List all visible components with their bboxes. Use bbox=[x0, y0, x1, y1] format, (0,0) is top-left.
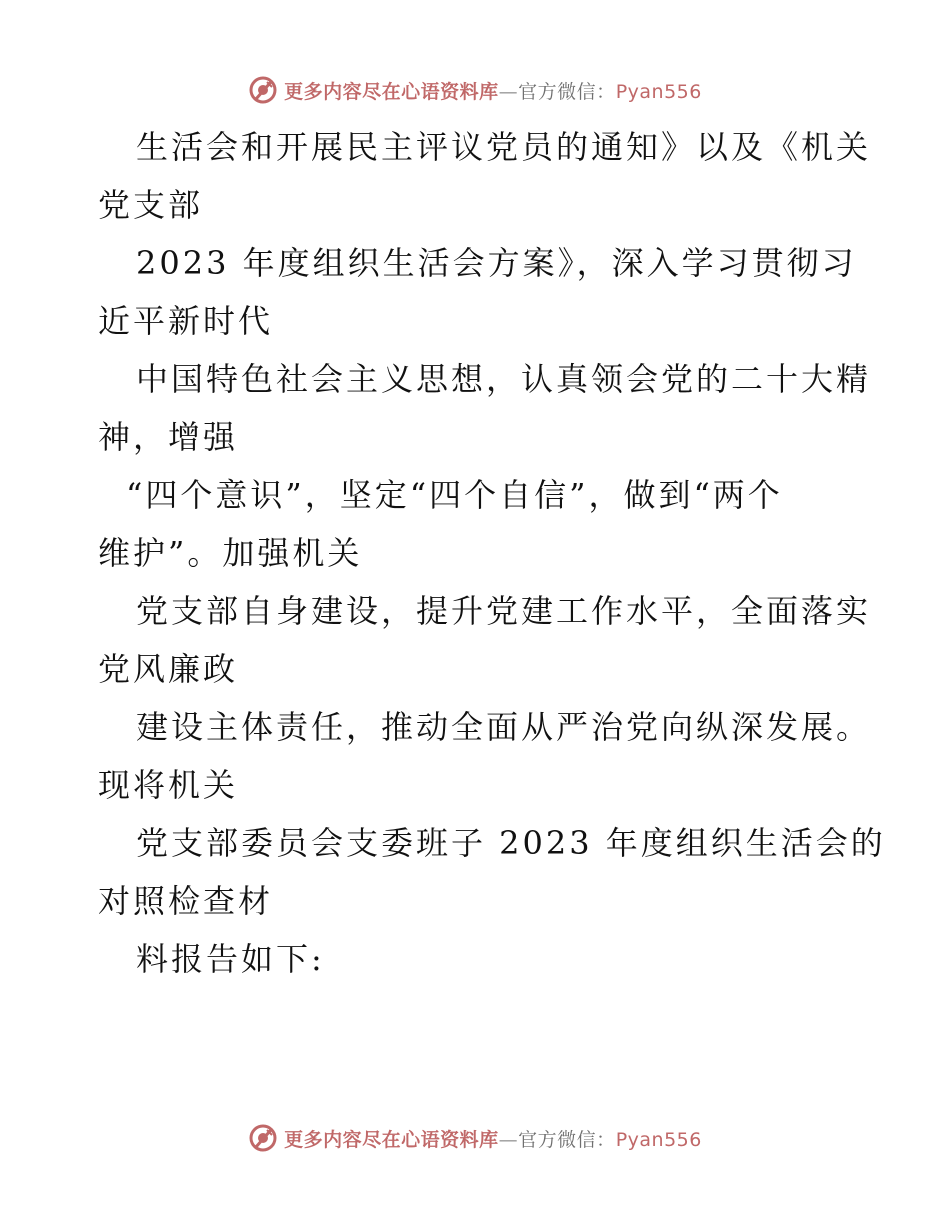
body-line: 神，增强 bbox=[98, 418, 239, 456]
body-line: 现将机关 bbox=[98, 766, 239, 804]
watermark-contact-id: Pyan556 bbox=[615, 80, 702, 103]
body-line: 党风廉政 bbox=[98, 650, 239, 688]
body-line: 中国特色社会主义思想，认真领会党的二十大精 bbox=[136, 360, 872, 398]
body-line: 党支部委员会支委班子 2023 年度组织生活会的 bbox=[136, 824, 886, 862]
body-line: 建设主体责任，推动全面从严治党向纵深发展。 bbox=[136, 708, 872, 746]
watermark-contact-id: Pyan556 bbox=[615, 1128, 702, 1151]
watermark-dash: — bbox=[498, 1128, 519, 1151]
body-line: 党支部 bbox=[98, 186, 204, 224]
pen-logo-icon bbox=[248, 75, 278, 105]
body-line: 料报告如下: bbox=[136, 940, 325, 978]
body-line: 党支部自身建设，提升党建工作水平，全面落实 bbox=[136, 592, 872, 630]
watermark-main: 更多内容尽在心语资料库 bbox=[284, 1128, 499, 1151]
body-line: 生活会和开展民主评议党员的通知》以及《机关 bbox=[136, 128, 872, 166]
watermark-text bbox=[284, 1125, 702, 1152]
body-line: 2023 年度组织生活会方案》，深入学习贯彻习 bbox=[136, 244, 857, 282]
body-line: 对照检查材 bbox=[98, 882, 274, 920]
watermark-contact-label: 官方微信： bbox=[518, 80, 616, 103]
body-line: 近平新时代 bbox=[98, 302, 274, 340]
header-watermark bbox=[0, 72, 950, 108]
watermark-main: 更多内容尽在心语资料库 bbox=[284, 80, 499, 103]
body-line: 维护”。加强机关 bbox=[98, 534, 363, 572]
pen-logo-icon bbox=[248, 1123, 278, 1153]
footer-watermark bbox=[0, 1120, 950, 1156]
watermark-text bbox=[284, 77, 702, 104]
watermark-contact-label: 官方微信： bbox=[518, 1128, 616, 1151]
body-line: “四个意识”，坚定“四个自信”，做到“两个 bbox=[126, 476, 783, 514]
watermark-dash: — bbox=[498, 80, 519, 103]
document-body bbox=[98, 118, 886, 988]
